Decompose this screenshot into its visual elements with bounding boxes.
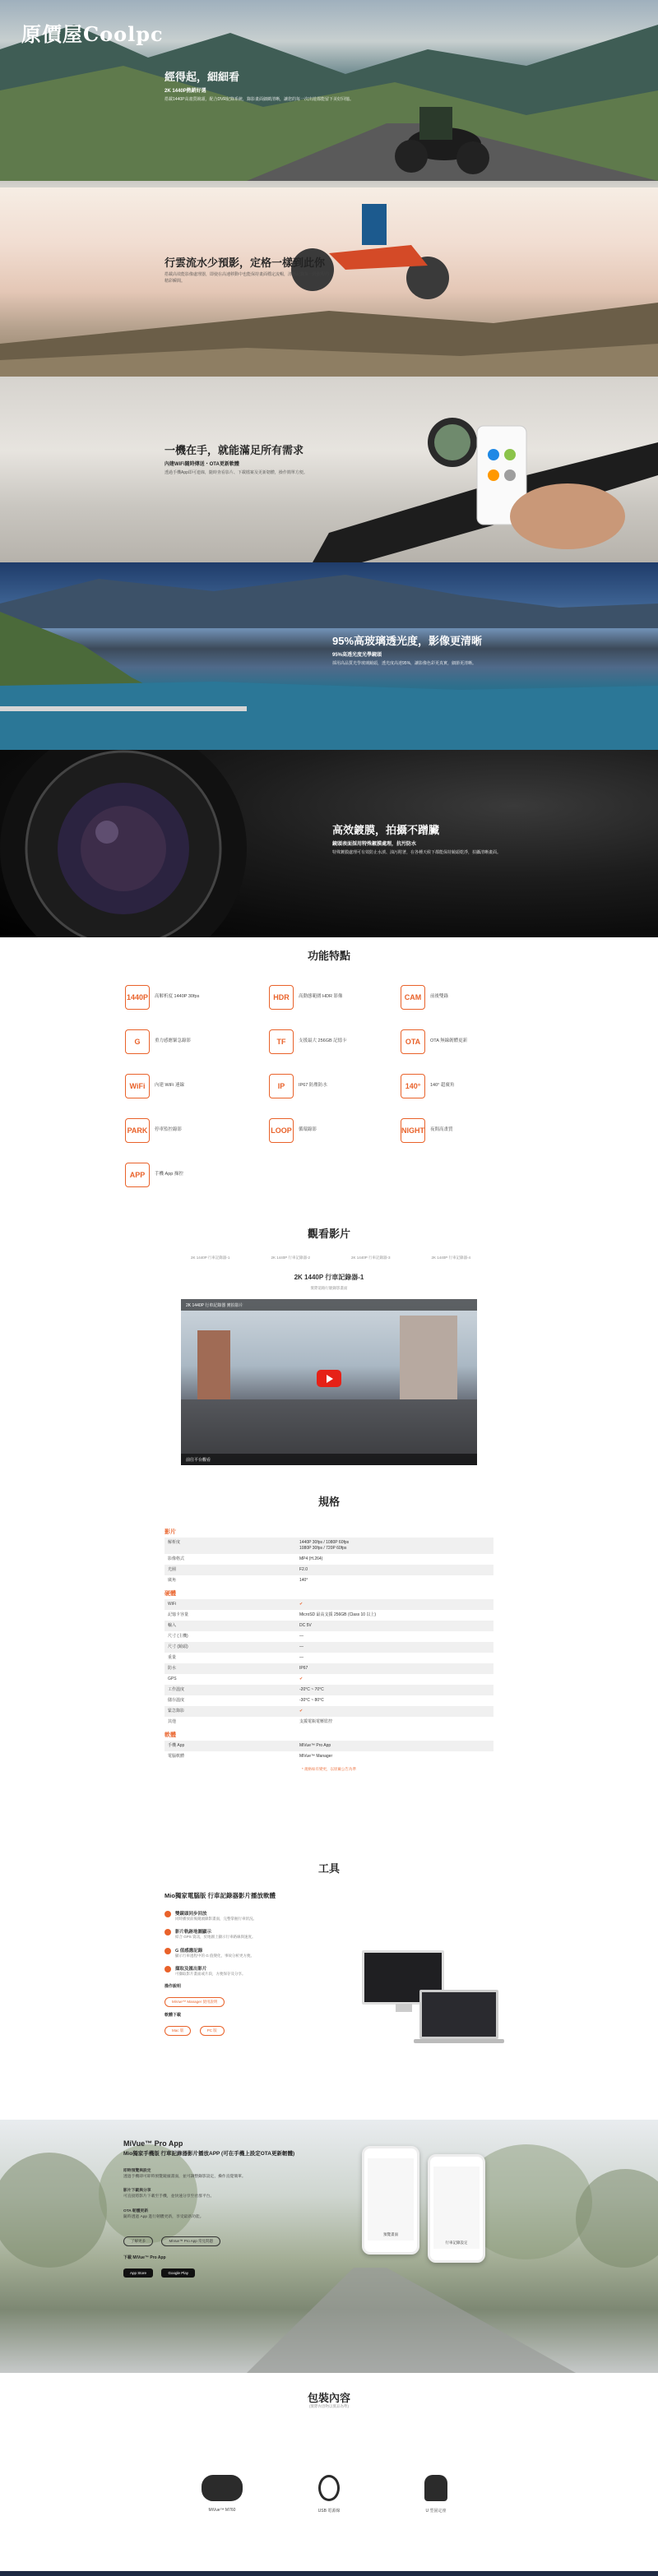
spec-key: 尺寸 (主機) — [168, 1634, 188, 1639]
package-item — [387, 2475, 485, 2514]
tool-feature — [164, 1910, 502, 1922]
spec-key: GPS — [168, 1676, 177, 1681]
feature-icon: G — [125, 1029, 150, 1054]
spec-value: MiVue™ Manager — [299, 1754, 333, 1759]
tool-feature-desc: 結合 GPS 資訊，於地圖上顯示行車路線與速度。 — [175, 1935, 256, 1940]
spec-key: 光圈 — [168, 1567, 177, 1572]
dashcam-icon — [202, 2475, 243, 2501]
spec-row — [164, 1610, 494, 1621]
software-download-label: 軟體下載 — [164, 2013, 182, 2019]
features-grid — [125, 983, 536, 1197]
video-title-bar: 2K 1440P 行車記錄器 實拍影片 — [181, 1299, 477, 1311]
app-store-button[interactable]: App Store — [123, 2268, 153, 2278]
feature-label: 手機 App 操控 — [155, 1172, 183, 1177]
feature-item — [125, 1028, 257, 1056]
spec-key: 手機 App — [168, 1743, 185, 1748]
spec-row — [164, 1642, 494, 1653]
spec-key: 其他 — [168, 1719, 177, 1724]
learn-more-button[interactable]: 了解更多 — [123, 2236, 153, 2246]
hero-4-body: 採用高品質光學玻璃鏡頭，透光度高達95%，讓影像色彩更真實，細節更清晰。 — [332, 661, 477, 667]
feature-label: 夜間高畫質 — [430, 1127, 453, 1133]
app-feature — [123, 2168, 354, 2180]
spec-key: 記憶卡容量 — [168, 1612, 189, 1617]
feature-icon: 140° — [401, 1074, 425, 1098]
dot-icon — [164, 1929, 171, 1935]
feature-icon: 1440P — [125, 985, 150, 1010]
phone-screen — [368, 2158, 414, 2241]
spec-key: 廣角 — [168, 1578, 177, 1583]
hero-5-subtitle: 鏡頭表面採用特殊鍍膜處理，抗污防水 — [332, 842, 417, 848]
hero-3-title: 一機在手，就能滿足所有需求 — [164, 444, 304, 456]
u-mount-icon — [424, 2475, 447, 2501]
current-video-desc: 實際道路行駛錄影畫面 — [310, 1286, 348, 1290]
feature-icon: CAM — [401, 985, 425, 1010]
spec-row — [164, 1575, 494, 1586]
spec-key: WiFi — [168, 1602, 176, 1607]
feature-item — [401, 1117, 532, 1145]
feature-label: 重力感應緊急錄影 — [155, 1038, 192, 1044]
feature-label: 前後雙錄 — [430, 994, 449, 1000]
google-play-button[interactable]: Google Play — [161, 2268, 195, 2278]
hero-5-title: 高效鍍膜，拍攝不蹭臟 — [332, 824, 440, 836]
videos-title: 觀看影片 — [307, 1228, 350, 1240]
play-button[interactable] — [317, 1370, 341, 1387]
specs-title: 規格 — [317, 1496, 340, 1508]
hero-3-body: 透過手機App即可連線，隨時查看影片、下載檔案及更新韌體，操作簡單方便。 — [164, 470, 308, 476]
spec-key: 儲存溫度 — [168, 1698, 185, 1703]
spec-row — [164, 1631, 494, 1642]
hero-banner-3 — [0, 377, 658, 562]
spec-value: F2.0 — [299, 1567, 308, 1572]
tool-feature-title: G 值感應記錄 — [175, 1948, 203, 1954]
feature-item — [269, 983, 401, 1011]
feature-label: 支援最大 256GB 記憶卡 — [299, 1038, 347, 1044]
spec-row — [164, 1554, 494, 1565]
spec-row — [164, 1751, 494, 1762]
spec-row — [164, 1674, 494, 1685]
spec-value: — — [299, 1634, 304, 1639]
spec-key: 防水 — [168, 1666, 177, 1671]
video-tabs — [191, 1256, 470, 1260]
app-feature-text: 隨時透過 App 進行韌體更新，享受最新功能。 — [123, 2214, 204, 2219]
hero-banner-1 — [0, 0, 658, 187]
feature-icon: NIGHT — [401, 1118, 425, 1143]
spec-row — [164, 1663, 494, 1674]
app-feature-heading: 影片下載與分享 — [123, 2189, 151, 2194]
feature-icon: LOOP — [269, 1118, 294, 1143]
video-scene-building — [197, 1330, 230, 1403]
spec-value: IP67 — [299, 1666, 308, 1671]
spec-key: 重量 — [168, 1655, 177, 1660]
tool-feature — [164, 1928, 502, 1940]
spec-key: 緊急錄影 — [168, 1709, 185, 1713]
app-lead: Mio獨家手機版 行車記錄器影片播放APP (可在手機上設定OTA更新韌體) — [123, 2151, 295, 2157]
spec-check-icon: ✔ — [299, 1602, 304, 1607]
spec-value: 支援電瓶電壓監控 — [299, 1719, 333, 1724]
spec-value: DC 5V — [299, 1623, 312, 1628]
spec-row — [164, 1695, 494, 1706]
tool-feature-desc: 可擷取影片畫面或片段，方便保存及分享。 — [175, 1971, 246, 1976]
features-title: 功能特點 — [307, 950, 350, 962]
feature-item — [125, 1072, 257, 1100]
feature-label: 循環錄影 — [299, 1127, 317, 1133]
video-scene-building — [400, 1316, 457, 1406]
spec-check-icon: ✔ — [299, 1676, 304, 1681]
download-mac-button[interactable]: Mac 版 — [164, 2026, 191, 2036]
package-item-label: MiVue™ M760 — [208, 2508, 236, 2513]
package-subtitle: (實際內容物以實品為準) — [309, 2404, 349, 2408]
hero-2-title: 行雲流水少預影，定格一樣到此你 — [164, 257, 326, 269]
spec-value: — — [299, 1644, 304, 1649]
laptop-illustration — [419, 1990, 498, 2039]
feature-label: IP67 防塵防水 — [299, 1083, 327, 1089]
app-content — [123, 2139, 354, 2278]
app-feature — [123, 2188, 354, 2199]
tools-title: 工具 — [317, 1862, 340, 1875]
spec-row — [164, 1621, 494, 1631]
feature-label: 高動態範圍 HDR 影像 — [299, 994, 343, 1000]
hero-3-subtitle: 內建WiFi隨時傳送・OTA更新軟體 — [164, 462, 239, 468]
tool-feature-title: 雙鏡頭同步回放 — [175, 1912, 207, 1917]
dot-icon — [164, 1966, 171, 1972]
video-footer-link[interactable]: 前往平台觀看 — [181, 1454, 477, 1465]
hero-banner-5 — [0, 750, 658, 937]
feature-label: 140° 超廣角 — [430, 1083, 455, 1089]
video-tab[interactable]: 2K 1440P 行車記錄器-2 — [271, 1256, 310, 1260]
feature-item — [125, 1117, 257, 1145]
coastline-illustration — [0, 562, 658, 750]
video-player[interactable] — [181, 1299, 477, 1465]
spec-check-icon: ✔ — [299, 1709, 304, 1713]
phone-screen-label: 預覽畫面 — [383, 2232, 398, 2236]
dot-icon — [164, 1911, 171, 1917]
package-item-label: USB 電源線 — [317, 2509, 341, 2514]
spec-row — [164, 1685, 494, 1695]
package-item — [173, 2475, 271, 2513]
spec-row — [164, 1653, 494, 1663]
feature-item — [401, 1028, 532, 1056]
spec-table — [164, 1524, 494, 1772]
feature-label: 內建 WiFi 連線 — [155, 1083, 185, 1089]
app-feature — [123, 2208, 354, 2220]
feature-item — [269, 1117, 401, 1145]
hero-5-body: 特殊鍍膜處理可有效防止水漬、油污附著，在各種天候下都能保持鏡頭乾淨，拍攝清晰畫面。 — [332, 850, 502, 856]
package-item-label: U 型固定座 — [425, 2509, 447, 2514]
feature-label: OTA 無線韌體更新 — [430, 1038, 468, 1044]
spec-row — [164, 1538, 494, 1554]
video-tab[interactable]: 2K 1440P 行車記錄器-3 — [351, 1256, 391, 1260]
usb-cable-icon — [318, 2475, 340, 2501]
feature-item — [125, 1161, 257, 1189]
tool-feature-desc: 同時播放前後鏡頭錄影畫面，完整掌握行車狀況。 — [175, 1917, 257, 1921]
spec-row — [164, 1741, 494, 1751]
spec-value: 140° — [299, 1578, 308, 1583]
spec-category: 影片 — [164, 1529, 176, 1535]
app-faq-button[interactable]: MiVue™ Pro App 常見問題 — [161, 2236, 220, 2246]
dirt-bike-illustration — [0, 187, 658, 377]
spec-row — [164, 1706, 494, 1717]
hero-banner-4 — [0, 562, 658, 750]
feature-item — [125, 983, 257, 1011]
spec-value: 1440P 30fps / 1080P 60fps 1080P 30fps / 720P 60fps — [299, 1540, 350, 1551]
feature-icon: HDR — [269, 985, 294, 1010]
dot-icon — [164, 1948, 171, 1954]
spec-key: 電腦軟體 — [168, 1754, 185, 1759]
feature-item — [401, 983, 532, 1011]
app-feature-heading: OTA 韌體更新 — [123, 2208, 149, 2213]
brand-logo-text: 原價屋Coolpc — [21, 22, 164, 46]
tool-feature — [164, 1965, 502, 1977]
feature-item — [269, 1072, 401, 1100]
phone-screen — [433, 2167, 480, 2249]
spec-row — [164, 1599, 494, 1610]
tool-feature-title: 影片軌跡地圖顯示 — [175, 1930, 212, 1935]
download-pc-button[interactable]: PC 版 — [200, 2026, 225, 2036]
tools-heading: Mio獨家電腦版 行車記錄器影片播放軟體 — [164, 1892, 276, 1899]
app-feature-text: 透過手機即可即時預覽鏡頭畫面，並可調整錄影設定，操作直覺簡單。 — [123, 2174, 246, 2179]
feature-icon: WiFi — [125, 1074, 150, 1098]
spec-key: 解析度 — [168, 1540, 181, 1545]
package-item — [280, 2475, 378, 2514]
spec-value: -30°C ~ 80°C — [299, 1698, 324, 1703]
spec-key: 影像格式 — [168, 1556, 185, 1561]
hero-2-body: 搭載高效能影像處理器，即使在高速移動中也能保持畫面穩定流暢，清晰記錄每一段旅程的精彩瞬間。 — [164, 272, 330, 284]
feature-label: 停車監控錄影 — [155, 1127, 183, 1133]
app-download-label: 下載 MiVue™ Pro App — [123, 2255, 166, 2260]
feature-item — [401, 1072, 532, 1100]
feature-icon: OTA — [401, 1029, 425, 1054]
video-tab[interactable]: 2K 1440P 行車記錄器-4 — [431, 1256, 470, 1260]
spec-value: — — [299, 1655, 304, 1660]
spec-row — [164, 1717, 494, 1727]
tool-feature — [164, 1947, 502, 1959]
spec-note: * 規格如有變更，以原廠公告為準 — [301, 1767, 356, 1771]
lens-illustration — [0, 750, 658, 937]
hero-1-body: 搭載1440P高畫質鏡頭，配合DVR紀錄系統，錄影畫面細緻清晰，讓您的每一次出遊都能留下美好回憶。 — [164, 97, 354, 103]
hero-banner-2 — [0, 187, 658, 377]
tool-feature-desc: 顯示行車過程中的 G 值變化，事故分析更方便。 — [175, 1953, 254, 1958]
feature-item — [269, 1028, 401, 1056]
spec-value: MiVue™ Pro App — [299, 1743, 331, 1748]
brand-logo[interactable] — [21, 18, 164, 47]
hero-1-title: 經得起，細細看 — [164, 71, 240, 83]
spec-category: 硬體 — [164, 1591, 176, 1597]
feature-icon: TF — [269, 1029, 294, 1054]
footer-bar — [0, 2571, 658, 2576]
spec-key: 輸入 — [168, 1623, 177, 1628]
spec-value: -20°C ~ 70°C — [299, 1687, 324, 1692]
feature-icon: PARK — [125, 1118, 150, 1143]
app-title: MiVue™ Pro App — [123, 2139, 183, 2148]
manual-label: 操作說明 — [164, 1984, 182, 1990]
app-feature-heading: 即時預覽與設定 — [123, 2168, 151, 2173]
manual-button[interactable]: MiVue™ Manager 使用說明 — [164, 1997, 225, 2007]
spec-row — [164, 1565, 494, 1575]
package-title: 包裝內容 — [307, 2392, 350, 2404]
handlebar-phone-illustration — [0, 377, 658, 562]
feature-icon: IP — [269, 1074, 294, 1098]
phone-screen-label: 行車記錄設定 — [445, 2241, 468, 2245]
spec-key: 工作溫度 — [168, 1687, 185, 1692]
spec-category: 軟體 — [164, 1732, 176, 1738]
phone-mockup — [428, 2154, 485, 2263]
feature-icon: APP — [125, 1163, 150, 1187]
app-feature-text: 可直接將影片下載至手機，並快速分享至社群平台。 — [123, 2194, 215, 2199]
spec-value: MicroSD 最高支援 256GB (Class 10 以上) — [299, 1612, 377, 1617]
spec-value: MP4 (H.264) — [299, 1556, 323, 1561]
hero-4-subtitle: 95%高透光度光學鏡頭 — [332, 653, 382, 659]
tool-feature-title: 擷取及匯出影片 — [175, 1966, 207, 1972]
video-tab[interactable]: 2K 1440P 行車記錄器-1 — [191, 1256, 230, 1260]
hero-4-title: 95%高玻璃透光度，影像更清晰 — [332, 635, 483, 647]
hero-1-subtitle: 2K 1440P熱銷好選 — [164, 89, 206, 95]
spec-key: 尺寸 (鏡頭) — [168, 1644, 188, 1649]
phone-mockup — [362, 2146, 419, 2255]
current-video-title: 2K 1440P 行車記錄器-1 — [294, 1274, 364, 1281]
feature-label: 高解析度 1440P 30fps — [155, 994, 200, 1000]
